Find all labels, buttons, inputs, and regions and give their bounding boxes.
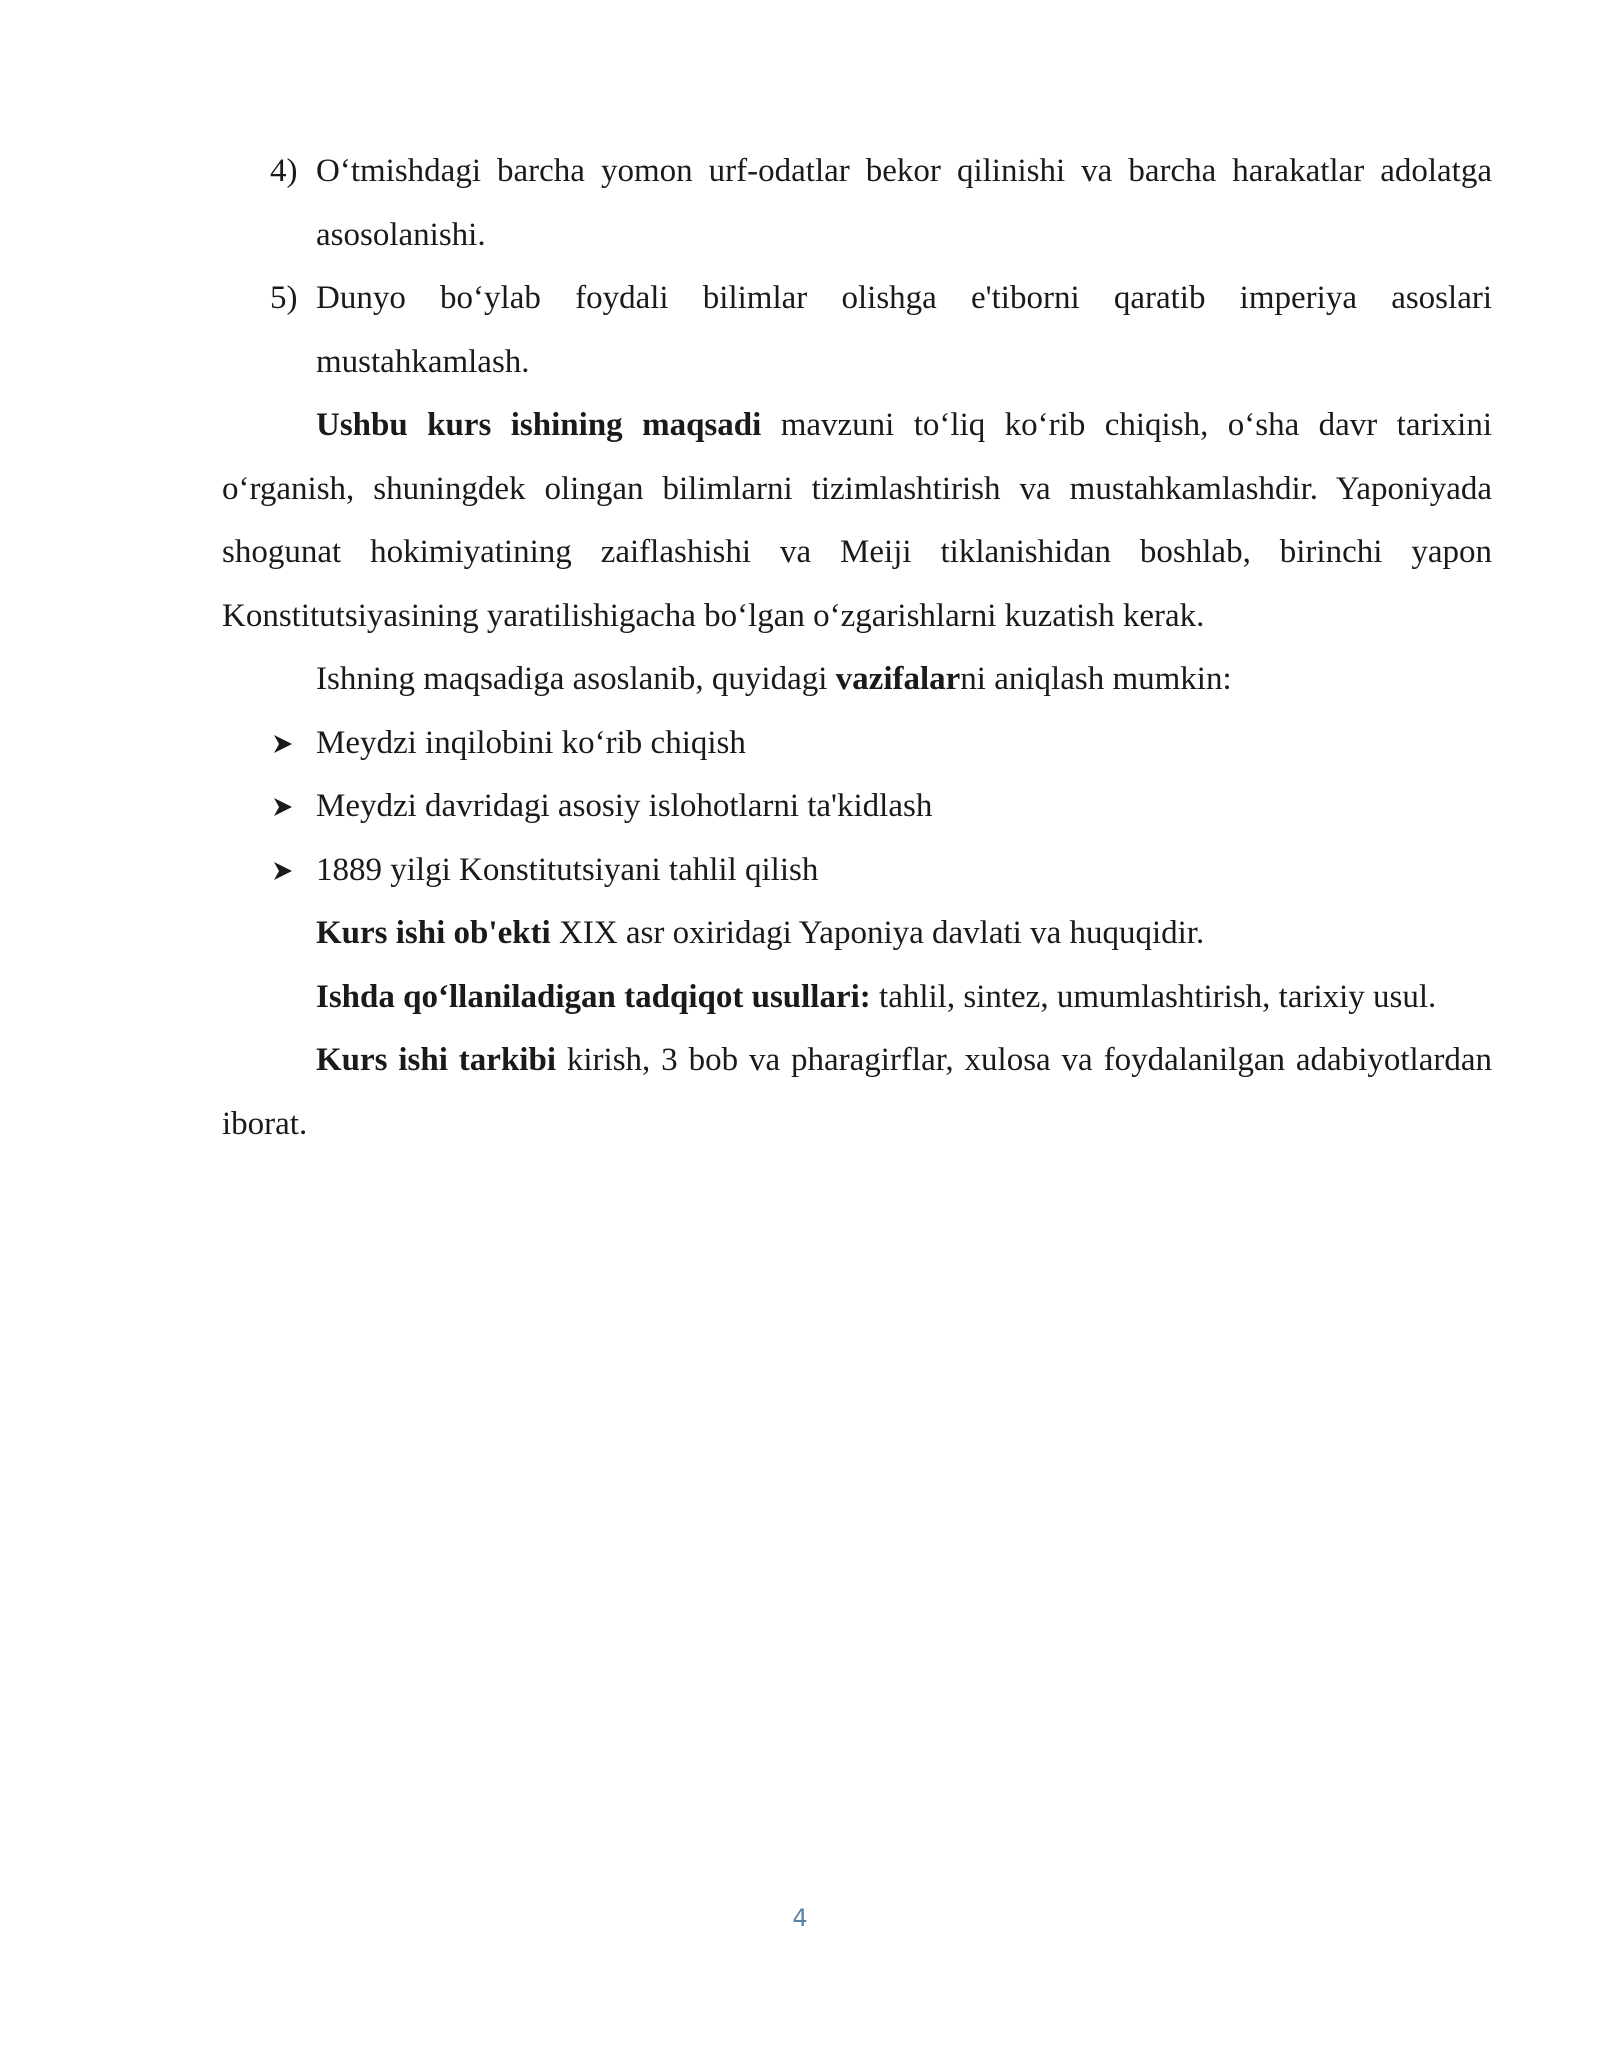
task-list-item bbox=[222, 712, 1492, 776]
item-number: 5) bbox=[270, 280, 298, 316]
object-heading: Kurs ishi ob'ekti bbox=[316, 915, 551, 951]
item-number: 4) bbox=[270, 153, 298, 189]
arrow-bullet-icon bbox=[272, 733, 294, 755]
tasks-intro-before: Ishning maqsadiga asoslanib, quyidagi bbox=[316, 661, 836, 697]
task-text: Meydzi inqilobini ko‘rib chiqish bbox=[316, 724, 746, 761]
task-list-item bbox=[222, 839, 1492, 903]
structure-text: kirish, 3 bob va pharagirflar, xulosa va foydalanilgan adabiyotlardan iborat. bbox=[222, 1042, 1492, 1142]
arrow-bullet-icon bbox=[272, 796, 294, 818]
structure-paragraph bbox=[222, 1029, 1492, 1156]
task-text: Meydzi davridagi asosiy islohotlarni ta'kidlash bbox=[316, 788, 933, 824]
methods-paragraph bbox=[222, 966, 1492, 1030]
document-body bbox=[222, 140, 1492, 1156]
item-text: Dunyo bo‘ylab foydali bilimlar olishga e'tiborni qaratib imperiya asoslari mustahkamlash. bbox=[316, 280, 1492, 380]
arrow-bullet-icon bbox=[272, 860, 294, 882]
purpose-paragraph bbox=[222, 394, 1492, 648]
numbered-item-4 bbox=[222, 140, 1492, 267]
structure-heading: Kurs ishi tarkibi bbox=[316, 1042, 556, 1078]
purpose-heading: Ushbu kurs ishining maqsadi bbox=[316, 407, 762, 443]
page-number: 4 bbox=[792, 1904, 808, 1932]
task-list-item bbox=[222, 775, 1492, 839]
tasks-intro-after: ni aniqlash mumkin: bbox=[960, 661, 1232, 697]
methods-heading: Ishda qo‘llaniladigan tadqiqot usullari: bbox=[316, 978, 871, 1015]
object-text: XIX asr oxiridagi Yaponiya davlati va huquqidir. bbox=[550, 915, 1205, 951]
methods-text: tahlil, sintez, umumlashtirish, tarixiy usul. bbox=[870, 978, 1437, 1015]
numbered-item-5 bbox=[222, 267, 1492, 394]
purpose-text: mavzuni to‘liq ko‘rib chiqish, o‘sha davr tarixini o‘rganish, shuningdek olingan bilimlarni tizimlashtirish va mustahkamlashdir. Yaponiyada shogunat hokimiyatining zaiflashishi va Meiji tiklanishidan boshlab, birinchi yapon Konstitutsiyasining yaratilishigacha bo‘lgan o‘zgarishlarni kuzatish kerak. bbox=[222, 407, 1492, 634]
task-text: 1889 yilgi Konstitutsiyani tahlil qilish bbox=[316, 851, 819, 888]
tasks-intro-paragraph bbox=[222, 648, 1492, 712]
object-paragraph bbox=[222, 902, 1492, 966]
tasks-intro-bold: vazifalar bbox=[835, 661, 961, 697]
item-text: O‘tmishdagi barcha yomon urf-odatlar bekor qilinishi va barcha harakatlar adolatga asosolanishi. bbox=[316, 153, 1492, 253]
